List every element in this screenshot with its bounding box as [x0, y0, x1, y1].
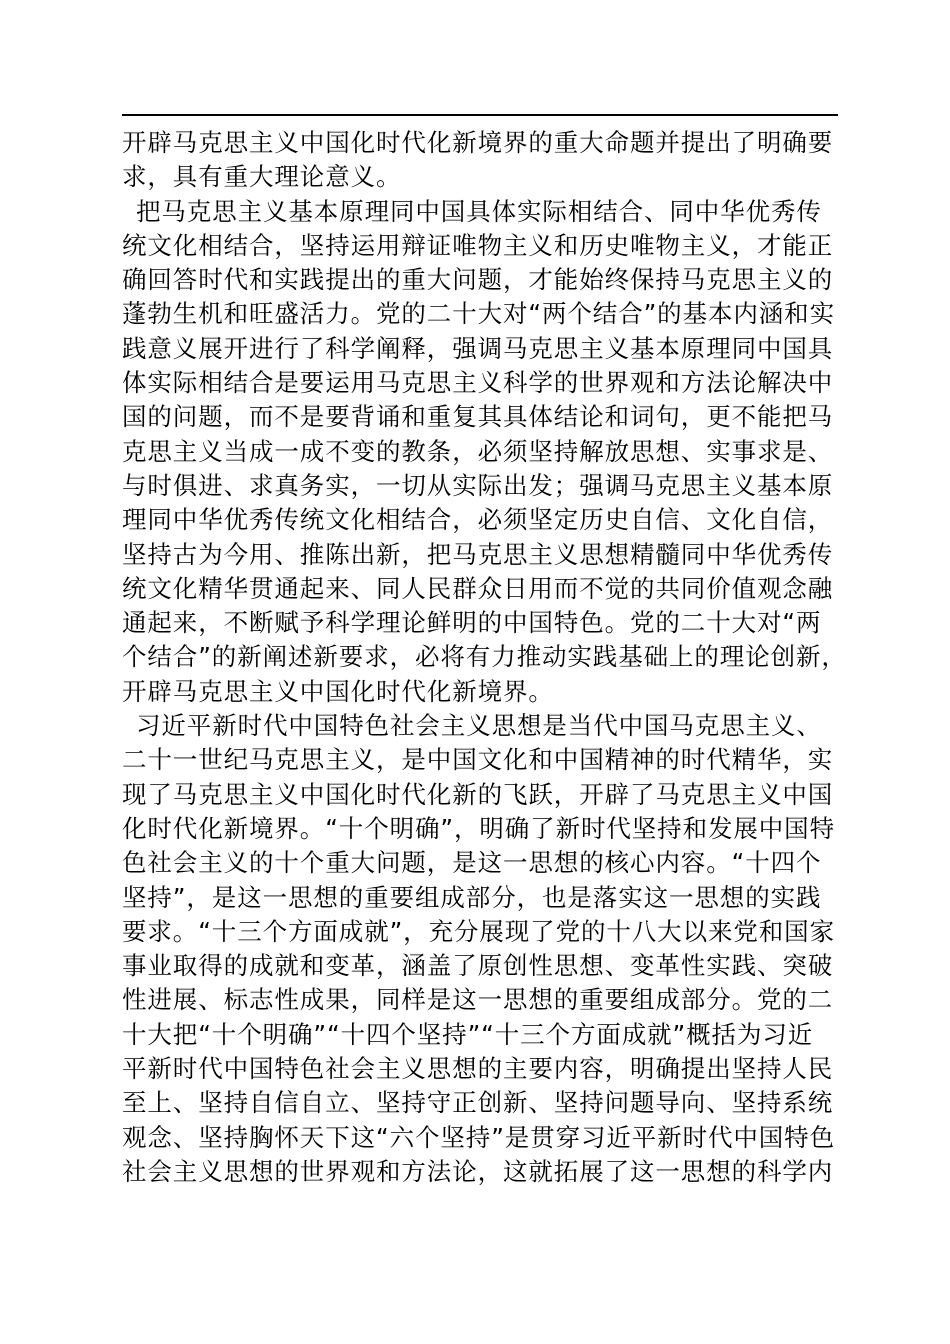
text-line: 至上、坚持自信自立、坚持守正创新、坚持问题导向、坚持系统 — [122, 1088, 834, 1118]
text-line: 践意义展开进行了科学阐释，强调马克思主义基本原理同中国具 — [122, 333, 834, 363]
text-line: 事业取得的成就和变革，涵盖了原创性思想、变革性实践、突破 — [122, 951, 834, 981]
text-line: 统文化精华贯通起来、同人民群众日用而不觉的共同价值观念融 — [122, 573, 834, 603]
text-line: 体实际相结合是要运用马克思主义科学的世界观和方法论解决中 — [122, 368, 834, 398]
header-rule — [122, 114, 838, 116]
text-line: 克思主义当成一成不变的教条，必须坚持解放思想、实事求是、 — [122, 436, 834, 466]
text-line: 坚持古为今用、推陈出新，把马克思主义思想精髓同中华优秀传 — [122, 539, 834, 569]
text-line: 理同中华优秀传统文化相结合，必须坚定历史自信、文化自信， — [122, 505, 834, 535]
body-text — [122, 126, 847, 1189]
text-line: 平新时代中国特色社会主义思想的主要内容，明确提出坚持人民 — [122, 1054, 834, 1084]
text-line: 坚持”，是这一思想的重要组成部分，也是落实这一思想的实践 — [122, 882, 822, 912]
paragraph-start-line: 习近平新时代中国特色社会主义思想是当代中国马克思主义、 — [136, 711, 822, 741]
text-line: 社会主义思想的世界观和方法论，这就拓展了这一思想的科学内 — [122, 1156, 834, 1186]
text-line: 性进展、标志性成果，同样是这一思想的重要组成部分。党的二 — [122, 985, 834, 1015]
text-line: 统文化相结合，坚持运用辩证唯物主义和历史唯物主义，才能正 — [122, 230, 834, 260]
text-line: 确回答时代和实践提出的重大问题，才能始终保持马克思主义的 — [122, 265, 834, 295]
text-line: 十大把“十个明确”“十四个坚持”“十三个方面成就”概括为习近 — [122, 1019, 814, 1049]
text-line: 色社会主义的十个重大问题，是这一思想的核心内容。“十四个 — [122, 848, 822, 878]
text-line: 要求。“十三个方面成就”，充分展现了党的十八大以来党和国家 — [122, 916, 835, 946]
text-line: 观念、坚持胸怀天下这“六个坚持”是贯穿习近平新时代中国特色 — [122, 1122, 835, 1152]
text-line: 求，具有重大理论意义。 — [122, 162, 402, 192]
text-line: 通起来，不断赋予科学理论鲜明的中国特色。党的二十大对“两 — [122, 608, 822, 638]
text-line: 化时代化新境界。“十个明确”，明确了新时代坚持和发展中国特 — [122, 813, 835, 843]
text-line: 国的问题，而不是要背诵和重复其具体结论和词句，更不能把马 — [122, 402, 834, 432]
text-line: 开辟马克思主义中国化时代化新境界的重大命题并提出了明确要 — [122, 128, 834, 157]
text-line: 开辟马克思主义中国化时代化新境界。 — [122, 676, 554, 706]
text-line: 与时俱进、求真务实，一切从实际出发；强调马克思主义基本原 — [122, 470, 834, 500]
text-line: 二十一世纪马克思主义，是中国文化和中国精神的时代精华，实 — [122, 745, 834, 775]
text-line: 个结合”的新阐述新要求，必将有力推动实践基础上的理论创新， — [122, 642, 847, 672]
text-line: 蓬勃生机和旺盛活力。党的二十大对“两个结合”的基本内涵和实 — [122, 299, 835, 329]
paragraph-start-line: 把马克思主义基本原理同中国具体实际相结合、同中华优秀传 — [136, 196, 822, 226]
text-line: 现了马克思主义中国化时代化新的飞跃，开辟了马克思主义中国 — [122, 779, 834, 809]
